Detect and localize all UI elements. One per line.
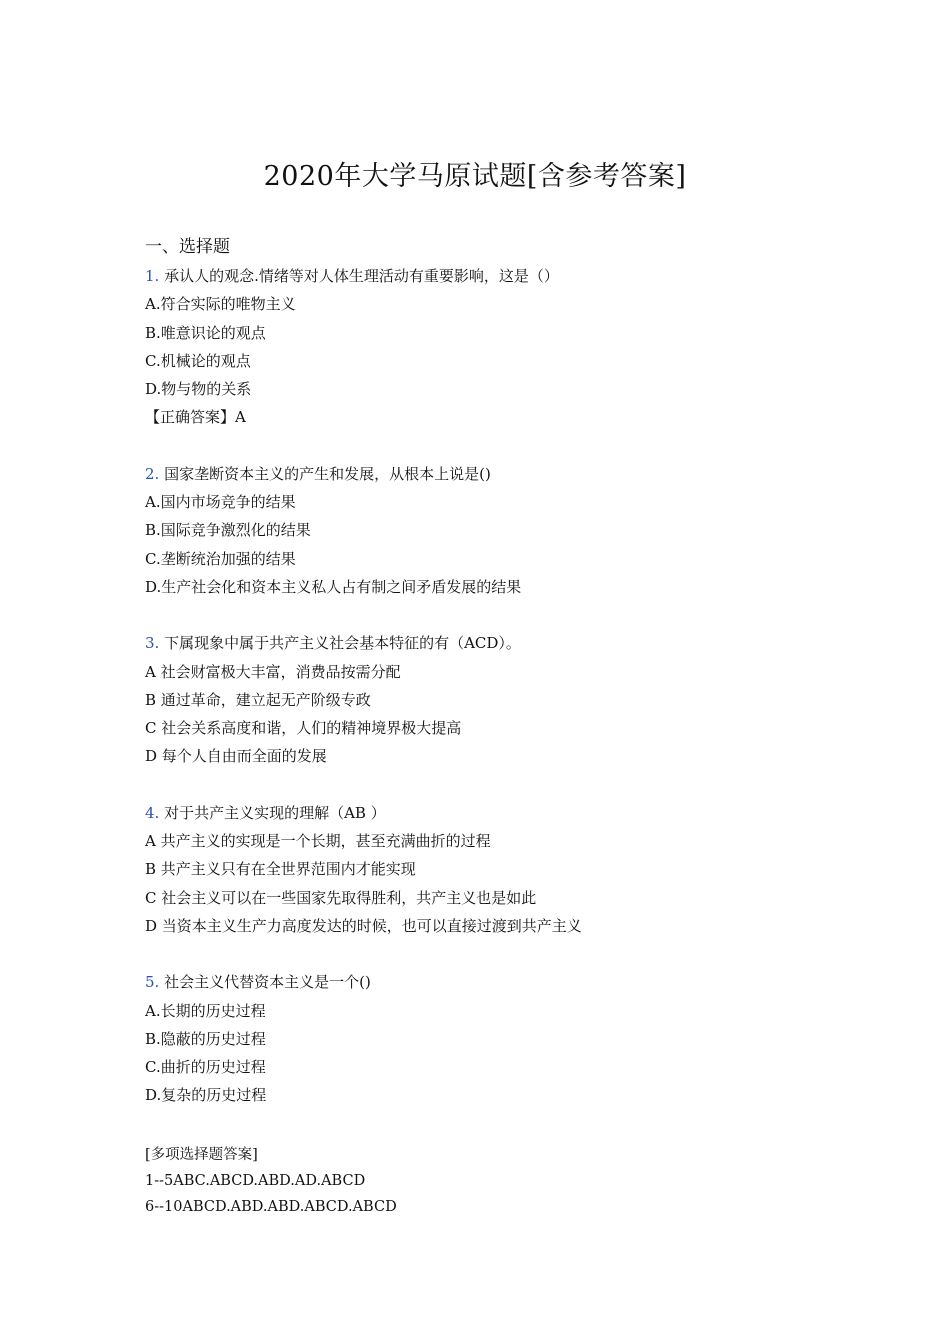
question-2	[145, 460, 865, 601]
section-heading: 一、选择题	[145, 237, 230, 257]
question-number-dot: .	[154, 634, 165, 653]
question-spacer	[145, 1110, 865, 1138]
question-number: 2	[145, 464, 155, 483]
question-option: C.垄断统治加强的结果	[145, 549, 296, 568]
question-stem	[145, 629, 865, 657]
question-number: 3	[145, 634, 155, 653]
question-3	[145, 629, 865, 770]
question-1	[145, 262, 865, 432]
question-option: A.国内市场竞争的结果	[145, 493, 296, 512]
question-text: 承认人的观念.情绪等对人体生理活动有重要影响，这是（）	[164, 267, 559, 285]
question-text: 下属现象中属于共产主义社会基本特征的有（ACD）。	[164, 634, 521, 653]
answer-key-line: 6--10ABCD.ABD.ABD.ABCD.ABCD	[145, 1198, 397, 1215]
question-stem	[145, 460, 865, 488]
question-option: D.复杂的历史过程	[145, 1086, 267, 1105]
question-stem	[145, 799, 865, 827]
question-list	[145, 262, 865, 1138]
question-option: B 通过革命，建立起无产阶级专政	[145, 690, 371, 709]
question-number: 1	[145, 267, 155, 285]
question-number: 4	[145, 803, 155, 822]
question-spacer	[145, 940, 865, 968]
question-5	[145, 968, 865, 1109]
question-4	[145, 799, 865, 940]
question-option: A.长期的历史过程	[145, 1001, 266, 1020]
question-option: B.隐蔽的历史过程	[145, 1029, 266, 1048]
question-option: A 共产主义的实现是一个长期，甚至充满曲折的过程	[145, 832, 491, 851]
answer-key	[145, 1142, 865, 1220]
question-text: 国家垄断资本主义的产生和发展，从根本上说是()	[164, 464, 491, 483]
question-number: 5	[145, 973, 155, 992]
question-stem	[145, 262, 865, 290]
page-title: 2020年大学马原试题[含参考答案]	[263, 161, 687, 192]
question-option: C 社会主义可以在一些国家先取得胜利，共产主义也是如此	[145, 888, 537, 907]
question-number-dot: .	[154, 973, 165, 992]
document-content	[145, 234, 865, 1220]
question-option: B 共产主义只有在全世界范围内才能实现	[145, 860, 416, 879]
correct-answer: 【正确答案】A	[145, 408, 246, 427]
question-text: 社会主义代替资本主义是一个()	[164, 973, 371, 992]
question-option: D 每个人自由而全面的发展	[145, 747, 327, 766]
question-spacer	[145, 601, 865, 629]
question-option: B.唯意识论的观点	[145, 323, 266, 342]
question-option: C.曲折的历史过程	[145, 1058, 266, 1077]
answer-key-line: 1--5ABC.ABCD.ABD.AD.ABCD	[145, 1172, 366, 1189]
question-number-dot: .	[154, 267, 165, 285]
question-stem	[145, 968, 865, 996]
question-option: B.国际竞争激烈化的结果	[145, 521, 311, 540]
question-spacer	[145, 432, 865, 460]
question-number-dot: .	[154, 803, 165, 822]
question-spacer	[145, 771, 865, 799]
question-option: D 当资本主义生产力高度发达的时候，也可以直接过渡到共产主义	[145, 916, 582, 935]
question-option: D.生产社会化和资本主义私人占有制之间矛盾发展的结果	[145, 577, 522, 596]
answer-key-heading: [多项选择题答案]	[145, 1146, 258, 1163]
question-option: A 社会财富极大丰富，消费品按需分配	[145, 662, 401, 681]
question-number-dot: .	[154, 464, 165, 483]
question-text: 对于共产主义实现的理解（AB ）	[164, 803, 386, 822]
question-option: C 社会关系高度和谐，人们的精神境界极大提高	[145, 719, 462, 738]
question-option: C.机械论的观点	[145, 351, 251, 370]
question-option: D.物与物的关系	[145, 380, 252, 399]
question-option: A.符合实际的唯物主义	[145, 295, 296, 314]
